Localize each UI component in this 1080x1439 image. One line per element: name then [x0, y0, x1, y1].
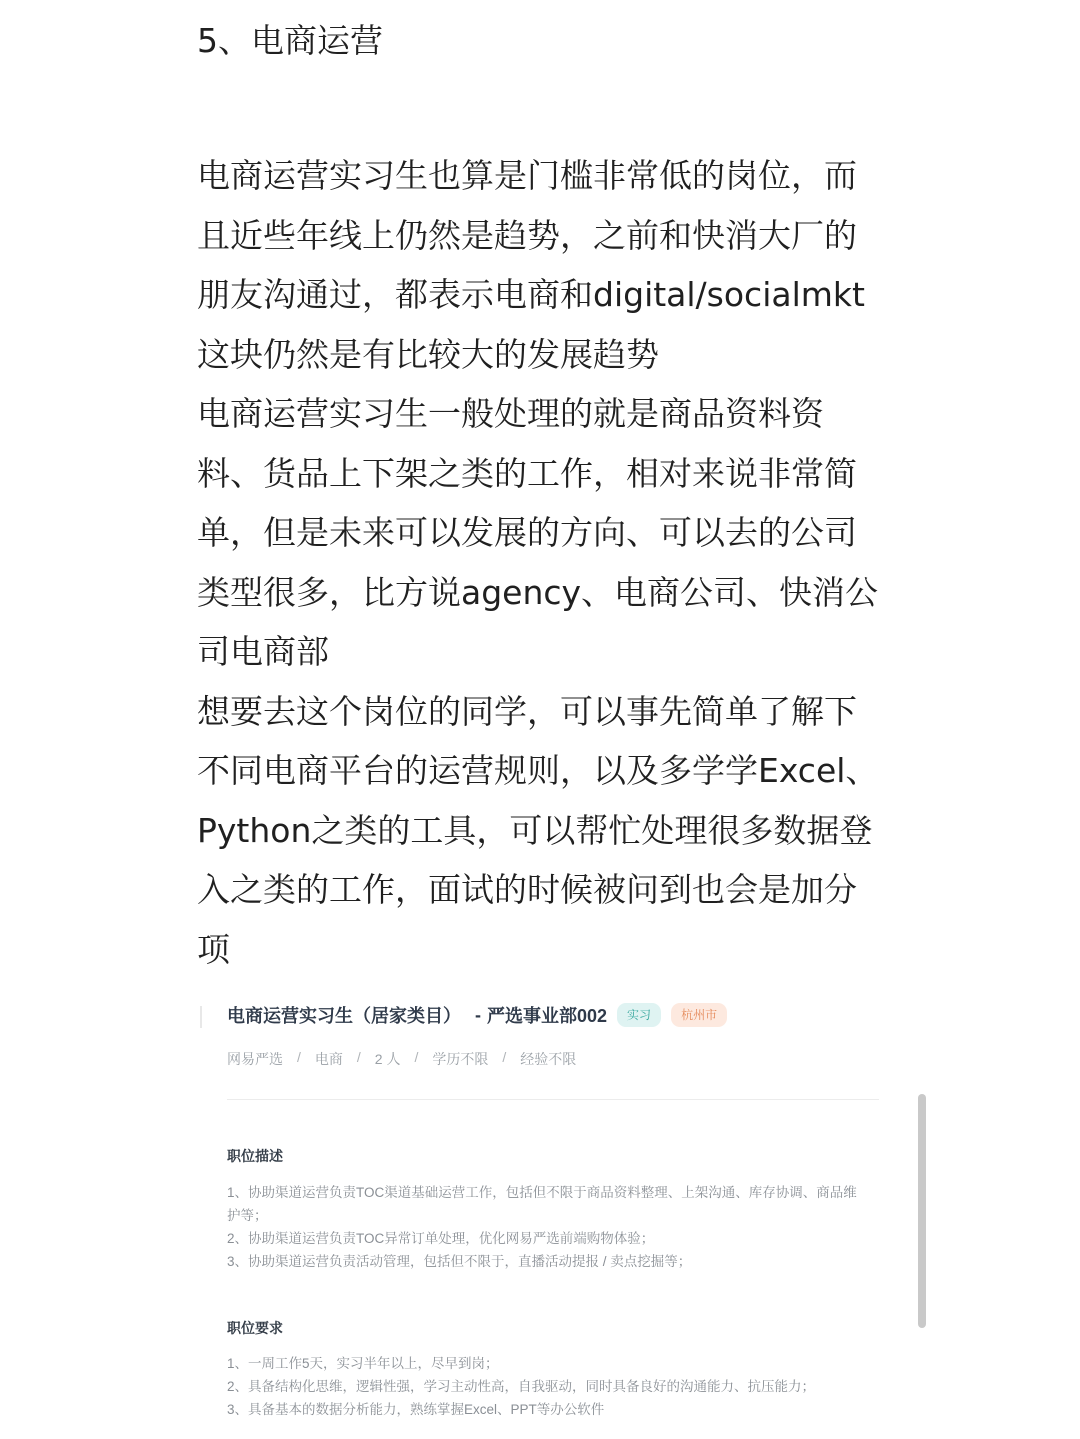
meta-headcount: 2 人	[374, 1051, 401, 1067]
meta-separator: /	[356, 1049, 361, 1065]
left-accent-bar	[200, 1006, 202, 1028]
requirements-list	[227, 1352, 867, 1421]
meta-separator: /	[502, 1049, 507, 1065]
meta-education: 学历不限	[432, 1051, 489, 1067]
divider	[227, 1099, 879, 1100]
description-item: 2、协助渠道运营负责TOC异常订单处理，优化网易严选前端购物体验；	[227, 1231, 655, 1246]
meta-company: 网易严选	[227, 1051, 283, 1067]
requirements-title: 职位要求	[227, 1320, 283, 1336]
tag-internship: 实习	[617, 1003, 661, 1027]
article-paragraph: 电商运营实习生也算是门槛非常低的岗位，而且近些年线上仍然是趋势，之前和快消大厂的朋友沟通过，都表示电商和digital/socialmkt这块仍然是有比较大的发展趋势	[197, 156, 865, 374]
job-department: 严选事业部002	[487, 1006, 608, 1026]
section-heading: 5、电商运营	[197, 21, 383, 60]
scrollbar-thumb[interactable]	[918, 1094, 926, 1328]
requirement-item: 3、具备基本的数据分析能力，熟练掌握Excel、PPT等办公软件	[227, 1402, 605, 1417]
meta-category: 电商	[314, 1051, 343, 1067]
description-list	[227, 1181, 867, 1273]
article-paragraph: 电商运营实习生一般处理的就是商品资料资料、货品上下架之类的工作，相对来说非常简单，但是未来可以发展的方向、可以去的公司类型很多，比方说agency、电商公司、快消公司电商部	[197, 394, 879, 671]
description-item: 3、协助渠道运营负责活动管理，包括但不限于，直播活动提报 / 卖点挖掘等；	[227, 1254, 692, 1269]
meta-separator: /	[297, 1049, 301, 1065]
job-title: 电商运营实习生（居家类目）	[227, 1006, 461, 1026]
title-separator: -	[475, 1004, 481, 1025]
article-paragraph: 想要去这个岗位的同学，可以事先简单了解下不同电商平台的运营规则，以及多学学Excel、Python之类的工具，可以帮忙处理很多数据登入之类的工作，面试的时候被问到也会是加分项	[197, 691, 879, 969]
job-meta	[227, 1049, 576, 1069]
requirement-item: 2、具备结构化思维，逻辑性强，学习主动性高，自我驱动，同时具备良好的沟通能力、抗压能力；	[227, 1379, 816, 1394]
requirement-item: 1、一周工作5天，实习半年以上，尽早到岗；	[227, 1356, 499, 1371]
job-title-row	[227, 1002, 727, 1028]
job-posting-screenshot	[200, 996, 940, 1439]
meta-experience: 经验不限	[520, 1051, 577, 1067]
article	[197, 14, 887, 979]
meta-separator: /	[414, 1049, 419, 1065]
tag-city: 杭州市	[671, 1003, 727, 1027]
description-title: 职位描述	[227, 1148, 283, 1164]
description-item: 1、协助渠道运营负责TOC渠道基础运营工作，包括但不限于商品资料整理、上架沟通、库存协调、商品维护等；	[227, 1185, 857, 1223]
